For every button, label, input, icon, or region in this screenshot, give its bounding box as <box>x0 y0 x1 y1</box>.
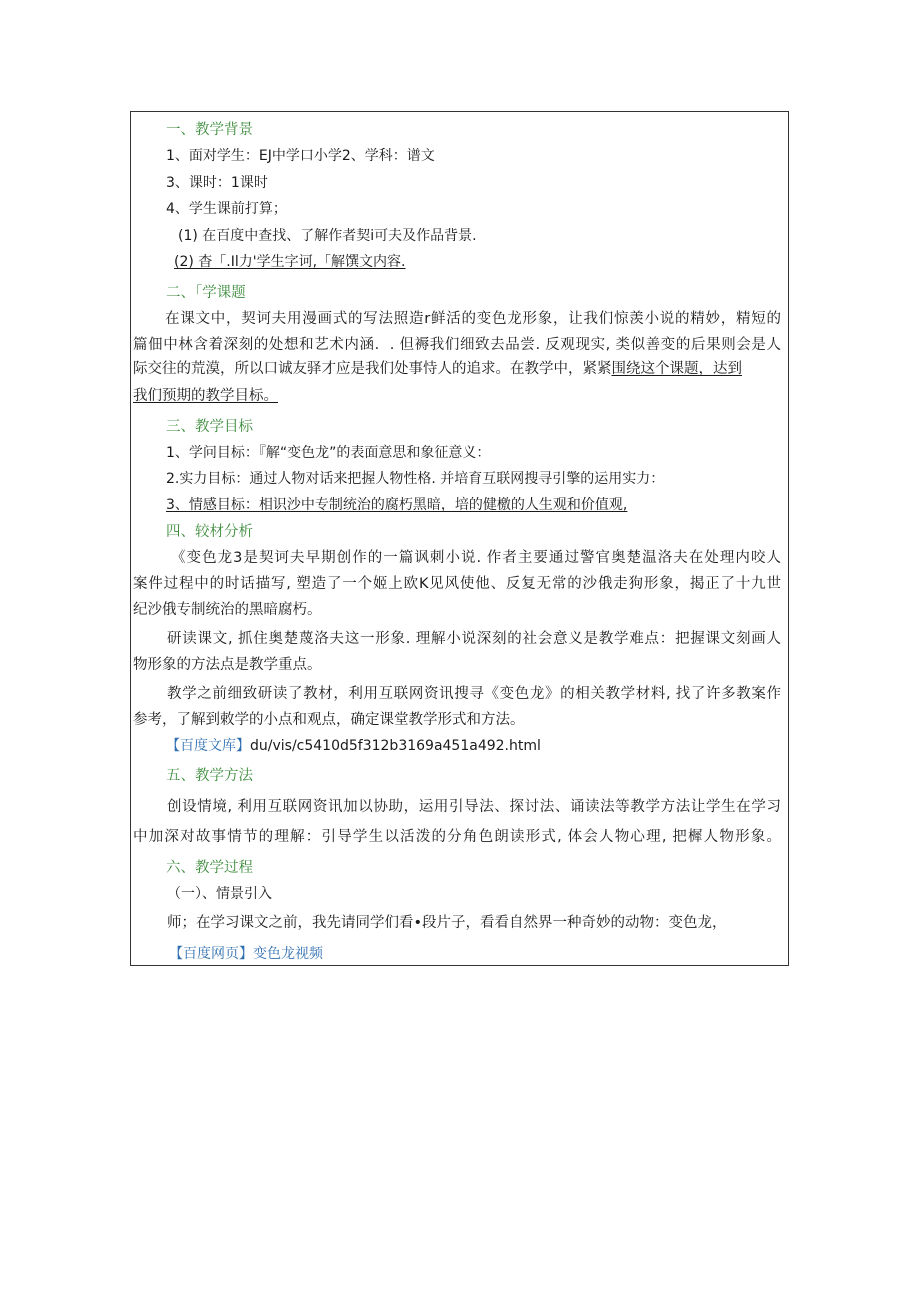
paragraph-line: 创设情境, 利用互联网资讯加以协助，运用引导法、探讨法、诵读法等教学方法让学生在学习 <box>167 799 781 815</box>
text-line: 3、情感目标：相识沙中专制统治的腐朽黑暗，培的健檄的人生观和价值观, <box>166 497 628 513</box>
paragraph-line: 在课文中，契诃夫用漫画式的写法照造r鲜活的变色龙形象，让我们惊羡小说的精妙，精短的 <box>165 311 781 327</box>
web-link-line[interactable] <box>169 944 323 964</box>
library-link-line[interactable] <box>166 736 541 756</box>
section-heading-methods: 五、教学方法 <box>166 768 253 784</box>
paragraph-line: 研读课文, 抓住奥楚蔑洛夫这一形象. 理解小说深刻的社会意义是教学难点：把握课文刻画人 <box>167 631 781 647</box>
paragraph-text: 际交往的荒漠，所以口诚友驿才应是我们处事恃人的追求。在教学中，紧紧 <box>133 361 612 377</box>
text-line: (1) 在百度中查找、了解作者契i可夫及作品背景. <box>178 228 477 244</box>
text-line: 1、学问目标：『解“变色龙”的表面意思和象征意义： <box>166 445 491 461</box>
underlined-text: 我们预期的教学目标。 <box>133 388 278 404</box>
section-heading-topic: 二、「学课题 <box>166 285 246 301</box>
text-line: 4、学生课前打算； <box>166 201 287 217</box>
paragraph-line: 纪沙俄专制统治的黑暗腐朽。 <box>133 602 322 618</box>
text-line: 1、面对学生：EJ中学口小学2、学科：谱文 <box>166 148 435 164</box>
paragraph-line: 篇佃中林含着深刻的处想和艺术内涵．. 但褥我们细致去品尝. 反观现实, 类似善变的后果则会是人 <box>133 337 781 353</box>
document-frame <box>130 111 789 966</box>
paragraph-line: 师；在学习课文之前，我先请同学们看•段片子，看看自然界一种奇妙的动物：变色龙， <box>167 915 727 931</box>
paragraph-line: 物形象的方法点是教学重点。 <box>133 657 322 673</box>
subheading-intro: （一）、情景引入 <box>167 886 272 902</box>
chameleon-video-link[interactable]: 变色龙视频 <box>253 946 323 962</box>
underlined-text: 围绕这个课题，达到 <box>611 361 742 377</box>
paragraph-line: 参考，了解到敕学的小点和观点，确定课堂教学形式和方法。 <box>133 712 525 728</box>
paragraph-line: 教学之前细致研读了教材，利用互联网资讯搜寻《变色龙》的相关教学材料, 找了许多教案作 <box>167 686 781 702</box>
paragraph-line: 案件过程中的时话描写, 塑造了一个姬上欧K见风使他、反复无常的沙俄走狗形象，揭正了十九世 <box>133 576 781 592</box>
paragraph-line: 中加深对故事情节的理解：引导学生以活泼的分角色朗读形式, 体会人物心理, 把樨人物形象。 <box>133 829 781 845</box>
paragraph-line: 《变色龙3是契诃夫早期创作的一篇讽刺小说. 作者主要通过警官奥楚温洛夫在处理内咬人 <box>171 550 781 566</box>
baidu-web-label[interactable]: 【百度网页】 <box>169 946 253 962</box>
section-heading-material: 四、较材分析 <box>166 524 253 540</box>
text-line: 3、课时：1课时 <box>166 175 268 191</box>
baidu-library-label[interactable]: 【百度文库】 <box>166 738 250 754</box>
section-heading-objectives: 三、教学目标 <box>166 419 253 435</box>
text-line: 2.实力目标：通过人物对话来把握人物性格. 并培育互联网搜寻引擎的运用实力： <box>166 471 665 487</box>
text-line: (2) 杳「.Il力'学生字诃,「解馔文内容. <box>174 254 406 270</box>
library-url[interactable]: du/vis/c5410d5f312b3169a451a492.html <box>250 738 541 754</box>
paragraph-line <box>133 359 781 379</box>
section-heading-background: 一、教学背景 <box>166 122 253 138</box>
section-heading-process: 六、教学过程 <box>166 860 253 876</box>
